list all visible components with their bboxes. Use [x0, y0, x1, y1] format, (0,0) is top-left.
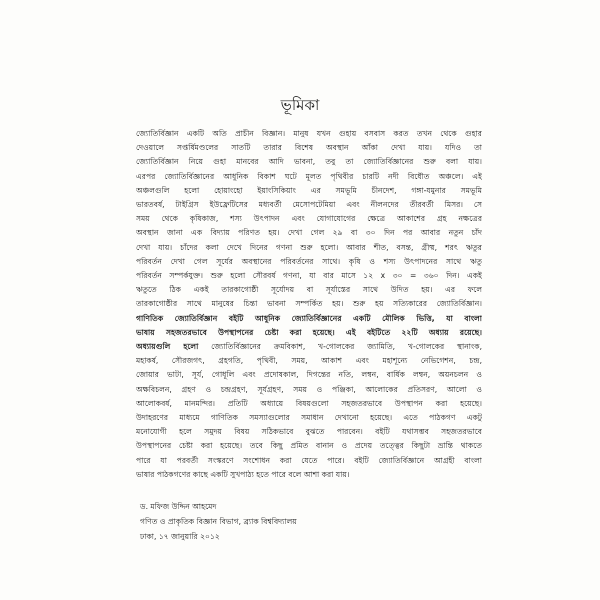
text-line: ভাষার পাঠকগণের কাছে একটি সুখপাঠ্য হতে পারে বলে আশা করা যায়। [136, 469, 350, 479]
place-date: ঢাকা, ১৭ জানুয়ারি ২০১২ [140, 532, 220, 541]
text-line: ঋতুতে ঠিক একই তারকাগোষ্ঠী সূর্যোদয় বা সূর্যাস্তের সাথে উদিত হয়। এর ফলে [136, 285, 482, 295]
text-line: উদাহরণের মাধ্যমে গাণিতিক সমস্যাগুলোর সমাধান দেখানো হয়েছে। এতে পাঠকগণ একটু [136, 413, 482, 423]
text-line: দেখা যায়। চাঁদের কলা দেখে দিনের গণনা শুরু হলো। আবার শীত, বসন্ত, গ্রীষ্ম, শরৎ ঋতুর [136, 242, 482, 252]
text-line: জ্যোতির্বিজ্ঞান একটি অতি প্রাচীন বিজ্ঞান। মানুষ যখন গুহায় বসবাস করত তখন থেকে গুহার [136, 129, 482, 138]
text-line: অবস্থান জানা এক বিদ্যায় পরিণত হয়। দেখা গেল ২৯ বা ৩০ দিন পর আবার নতুন চাঁদ [136, 228, 482, 238]
text-line: ভারতবর্ষ, টাইগ্রিস ইউফ্রেটিসের মধ্যবর্তী মেসোপটেমিয়া এবং নীলনদের তীরবর্তী মিসর। সে [136, 200, 482, 210]
text-line: গাণিতিক জ্যোতির্বিজ্ঞান বইটি আধুনিক জ্যোতির্বিজ্ঞানের একটি মৌলিক ভিত্তি, যা বাংলা [136, 313, 482, 323]
signature-block [140, 499, 480, 544]
text-line: অঞ্চলগুলি হলো হোয়াংহো ইয়াংসিকিয়াং এর সমভূমি চীনদেশ, গঙ্গা-যমুনার সমভূমি [136, 185, 482, 195]
page-title: ভূমিকা [280, 96, 320, 114]
preface-paragraph [136, 127, 482, 482]
text-line: এরপর জ্যোতির্বিজ্ঞানের আধুনিক বিকাশ ঘটে মূলত পৃথিবীর চারটি নদী বিধৌত অঞ্চলে। এই [136, 171, 482, 181]
author-affiliation: গণিত ও প্রাকৃতিক বিজ্ঞান বিভাগ, ব্র্যাক বিশ্ববিদ্যালয় [140, 517, 297, 526]
text-line: আলোকবর্ষ, মানমন্দির। প্রতিটি অধ্যায়ে বিষয়গুলো সহজতরভাবে উপস্থাপন করা হয়েছে। [136, 398, 482, 408]
text-line: উপস্থাপনের চেষ্টা করা হয়েছে। তবে কিছু প্রমিত বানান ও প্রদেয় তত্ত্বের কিছুটা ভ্রান্তি থাকতে [136, 441, 482, 451]
text-line: ভাষায় সহজতরভাবে উপস্থাপনের চেষ্টা করা হয়েছে। এই বইটিতে ২২টি অধ্যায় রয়েছে। [136, 327, 482, 337]
text-line: জ্যোতির্বিজ্ঞান নিয়ে গুহা মানবের আদি ভাবনা, তবু তা জ্যোতির্বিজ্ঞানের শুরু বলা যায়। [136, 157, 482, 167]
text-line: পরিবর্তন সম্পর্কযুক্ত। শুরু হলো সৌরবর্ষ গণনা, যা বার মাসে ১২ x ৩০ = ৩৬০ দিন। একই [136, 271, 482, 281]
text-line: পারে যা পরবর্তী সংস্করণে সংশোধন করা যেতে পারে। বইটি জ্যোতির্বিজ্ঞানে আগ্রহী বাংলা [136, 455, 482, 465]
text-line: তারকাগোষ্ঠীর সাথে মানুষের চিন্তা ভাবনা সম্পর্কিত হয়। শুরু হয় সত্যিকারের জ্যোতির্বিজ্ঞান। [136, 299, 482, 309]
text-line: মহাকর্ষ, সৌরজগৎ, গ্রহগতি, পৃথিবী, সময়, আকাশ এবং মহাশূন্যে নেভিগেশন, চন্দ্র, [136, 356, 482, 366]
text-line: মনোযোগী হলে সমুদয় বিষয় সঠিকভাবে বুঝতে পারবেন। বইটি যথাসম্ভব সহজতরভাবে [136, 427, 482, 437]
text-line: দেওয়ালে সপ্তর্ষিমণ্ডলের সাতটি তারার বিশেষ অবস্থান আঁকা দেখা যায়। যদিও তা [136, 143, 482, 153]
text-line: অধ্যায়গুলি হলো জ্যোতির্বিজ্ঞানের ক্রমবিকাশ, খ-গোলকের জ্যামিতি, খ-গোলকের স্থানাংক, [136, 342, 482, 352]
text-line: অক্ষবিচলন, গ্রহণ ও চন্দ্রগ্রহণ, সূর্যগ্রহণ, সময় ও পঞ্জিকা, আলোকের প্রতিসরণ, আলো ও [136, 384, 482, 394]
text-line: সময় থেকে কৃষিকাজ, শস্য উৎপাদন এবং যোগাযোগের ক্ষেত্রে আকাশের গ্রহ নক্ষত্রের [136, 214, 482, 224]
author-name: ড. মফিজ উদ্দিন আহমেদ [140, 502, 217, 511]
text-line: জোয়ার ভাটা, সূর্য, গোধূলি এবং প্রদোষকাল, দিগন্তের নতি, লম্বন, বার্ষিক লম্বন, অয়নচলন ও [136, 370, 482, 380]
text-line: পরিবর্তন দেখা গেল সূর্যের অবস্থানের পরিবর্তনের সাথে। কৃষি ও শস্য উৎপাদনের সাথে ঋতু [136, 256, 482, 266]
